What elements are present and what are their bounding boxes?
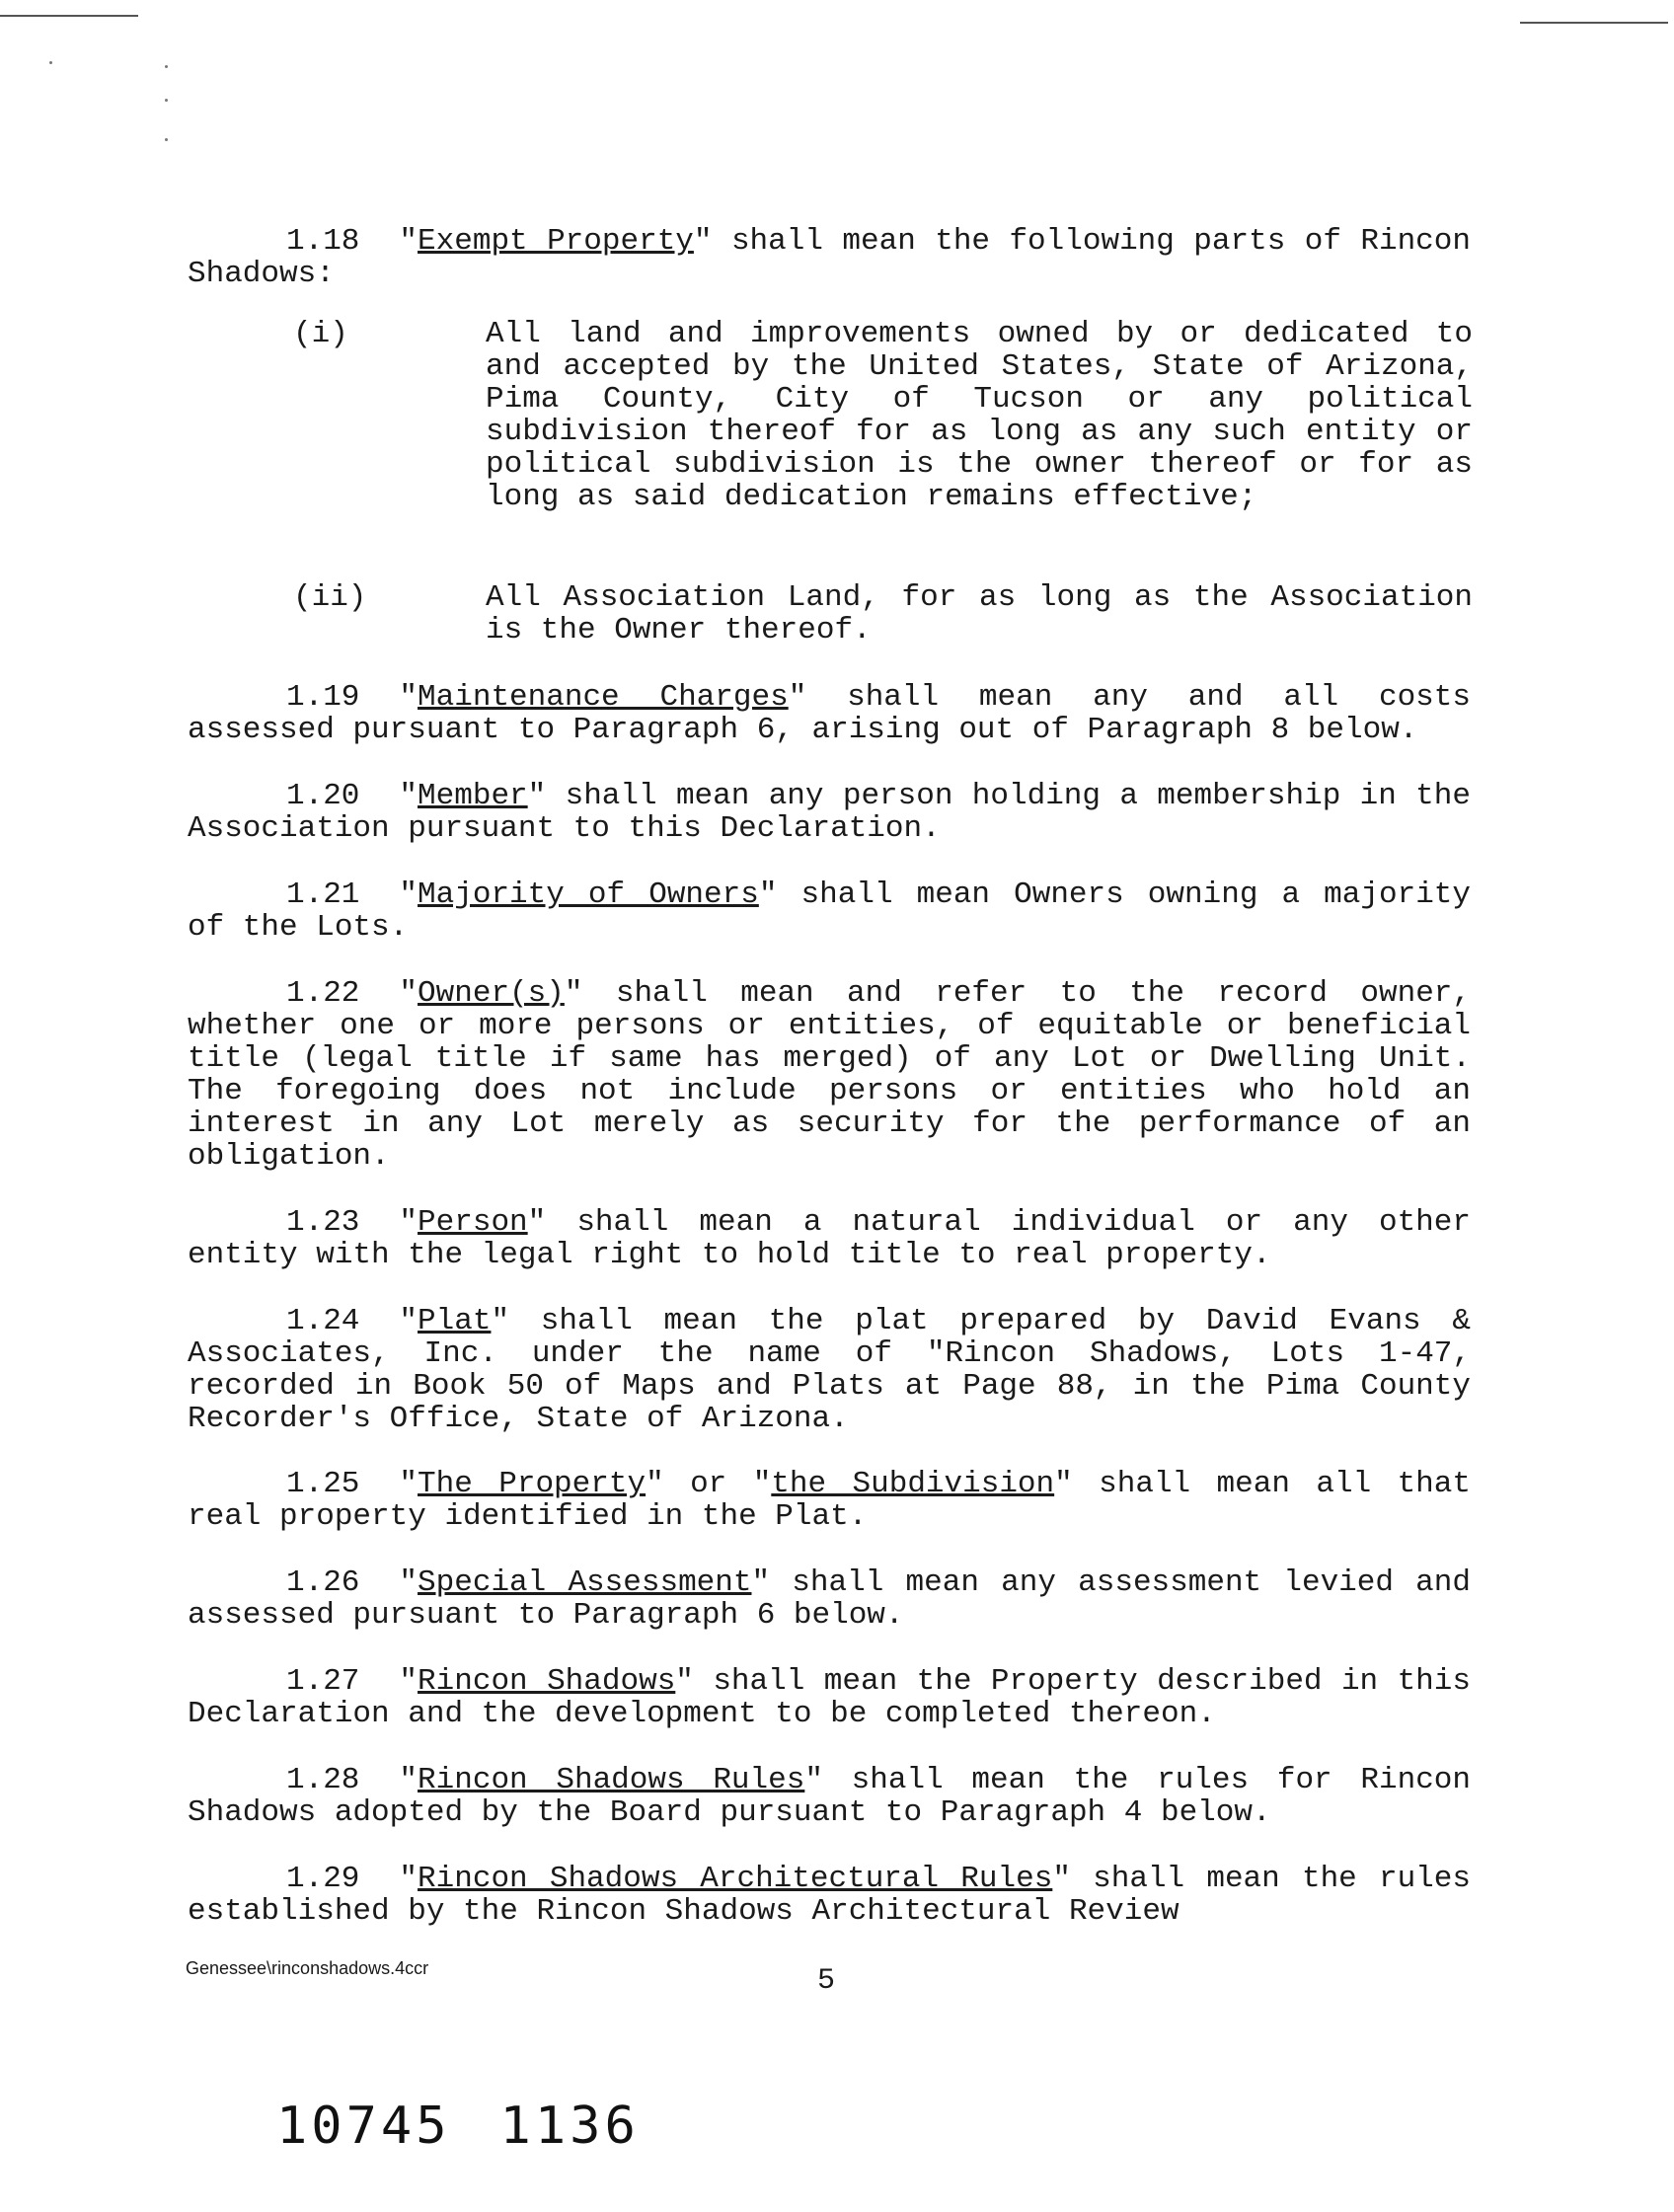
page-number: 5 <box>817 1964 836 1998</box>
section-number: 1.21 <box>286 877 360 912</box>
recording-stamp <box>276 2097 689 2156</box>
section-number: 1.29 <box>286 1862 360 1896</box>
defined-term: Rincon Shadows Rules <box>418 1763 805 1797</box>
stamp-docket: 10745 <box>276 2097 451 2156</box>
defined-term: Person <box>418 1205 528 1240</box>
section-text: shall mean Owners owning a majority of the Lots. <box>188 877 1471 945</box>
defined-term: Owner(s) <box>418 976 565 1011</box>
section-number: 1.23 <box>286 1205 360 1240</box>
section-1-26: 1.26 "Special Assessment" shall mean any assessment levied and assessed pursuant to Paragraph 6 below. <box>188 1565 1471 1633</box>
section-number: 1.22 <box>286 976 360 1011</box>
defined-term: Special Assessment <box>418 1565 752 1600</box>
section-1-20: 1.20 "Member" shall mean any person holding a membership in the Association pursuant to this Declaration. <box>188 779 1471 846</box>
subitem-text: All land and improvements owned by or dedicated to and accepted by the United States, State of Arizona, Pima County, City of Tucson or any political subdivision thereof for as long as any such entity or political subdivision is the owner thereof or for as long as said dedication remains effective; <box>486 317 1473 514</box>
section-text: shall mean and refer to the record owner, whether one or more persons or entities, of equitable or beneficial title (legal title if same has merged) of any Lot or Dwelling Unit. The foregoing does not include persons or entities who hold an interest in any Lot merely as security for the performance of an obligation. <box>188 976 1471 1174</box>
scan-mark-right <box>1520 22 1668 24</box>
stamp-page: 1136 <box>499 2097 640 2156</box>
defined-term: Maintenance Charges <box>418 680 789 715</box>
file-path-footer: Genessee\rinconshadows.4ccr <box>186 1958 429 1978</box>
section-text: shall mean the Property described in this Declaration and the development to be completed thereon. <box>188 1664 1471 1731</box>
section-number: 1.27 <box>286 1664 360 1699</box>
section-1-27: 1.27 "Rincon Shadows" shall mean the Property described in this Declaration and the development to be completed thereon. <box>188 1664 1471 1731</box>
scan-mark-left <box>0 15 138 17</box>
scan-speck <box>165 138 168 141</box>
subitem-ii <box>293 581 1478 650</box>
scan-speck <box>165 65 168 68</box>
section-text: shall mean the rules for Rincon Shadows adopted by the Board pursuant to Paragraph 4 below. <box>188 1763 1471 1830</box>
defined-term: The Property <box>418 1467 647 1501</box>
section-text: shall mean the rules established by the Rincon Shadows Architectural Review <box>188 1862 1471 1929</box>
section-number: 1.26 <box>286 1565 360 1600</box>
section-text: or <box>663 1467 753 1501</box>
defined-term: Rincon Shadows Architectural Rules <box>418 1862 1053 1896</box>
defined-term: Exempt Property <box>418 224 694 259</box>
defined-term: Rincon Shadows <box>418 1664 676 1699</box>
section-text: shall mean the plat prepared by David Evans & Associates, Inc. under the name of "Rincon Shadows, Lots 1-47, recorded in Book 50 of Maps and Plats at Page 88, in the Pima County Recorder's Office, State of Arizona. <box>188 1304 1471 1436</box>
section-text: shall mean any person holding a membership in the Association pursuant to this Declaration. <box>188 779 1471 846</box>
section-1-21: 1.21 "Majority of Owners" shall mean Owners owning a majority of the Lots. <box>188 877 1471 945</box>
section-text: shall mean a natural individual or any other entity with the legal right to hold title to real property. <box>188 1205 1471 1272</box>
section-1-22: 1.22 "Owner(s)" shall mean and refer to the record owner, whether one or more persons or entities, of equitable or beneficial title (legal title if same has merged) of any Lot or Dwelling Unit. The foregoing does not include persons or entities who hold an interest in any Lot merely as security for the performance of an obligation. <box>188 976 1471 1174</box>
scan-speck <box>165 99 168 102</box>
section-1-18: 1.18 "Exempt Property" shall mean the following parts of Rincon Shadows: <box>188 224 1471 291</box>
section-number: 1.18 <box>286 224 360 259</box>
subitem-label: (i) <box>293 317 348 351</box>
section-1-25: 1.25 "The Property" or "the Subdivision" shall mean all that real property identified in the Plat. <box>188 1467 1471 1534</box>
section-1-29: 1.29 "Rincon Shadows Architectural Rules" shall mean the rules established by the Rincon Shadows Architectural Review <box>188 1862 1471 1929</box>
subitem-text: All Association Land, for as long as the Association is the Owner thereof. <box>486 580 1473 648</box>
section-number: 1.24 <box>286 1304 360 1338</box>
section-1-24: 1.24 "Plat" shall mean the plat prepared by David Evans & Associates, Inc. under the name of "Rincon Shadows, Lots 1-47, recorded in Book 50 of Maps and Plats at Page 88, in the Pima County Recorder's Office, State of Arizona. <box>188 1304 1471 1436</box>
subitem-i <box>293 318 1478 555</box>
section-1-28: 1.28 "Rincon Shadows Rules" shall mean the rules for Rincon Shadows adopted by the Board pursuant to Paragraph 4 below. <box>188 1763 1471 1830</box>
section-number: 1.28 <box>286 1763 360 1797</box>
subitem-label: (ii) <box>293 580 367 615</box>
section-number: 1.25 <box>286 1467 360 1501</box>
section-1-19: 1.19 "Maintenance Charges" shall mean any and all costs assessed pursuant to Paragraph 6, arising out of Paragraph 8 below. <box>188 680 1471 747</box>
section-text: shall mean any assessment levied and assessed pursuant to Paragraph 6 below. <box>188 1565 1471 1633</box>
section-number: 1.19 <box>286 680 360 715</box>
section-1-23: 1.23 "Person" shall mean a natural individual or any other entity with the legal right to hold title to real property. <box>188 1205 1471 1272</box>
section-text: shall mean all that real property identified in the Plat. <box>188 1467 1471 1534</box>
defined-term: the Subdivision <box>771 1467 1055 1501</box>
defined-term: Majority of Owners <box>418 877 759 912</box>
defined-term: Member <box>418 779 528 813</box>
scan-speck <box>49 61 52 64</box>
section-number: 1.20 <box>286 779 360 813</box>
section-text: shall mean any and all costs assessed pursuant to Paragraph 6, arising out of Paragraph 8 below. <box>188 680 1471 747</box>
defined-term: Plat <box>418 1304 492 1338</box>
section-text: shall mean the following parts of Rincon Shadows: <box>188 224 1471 291</box>
